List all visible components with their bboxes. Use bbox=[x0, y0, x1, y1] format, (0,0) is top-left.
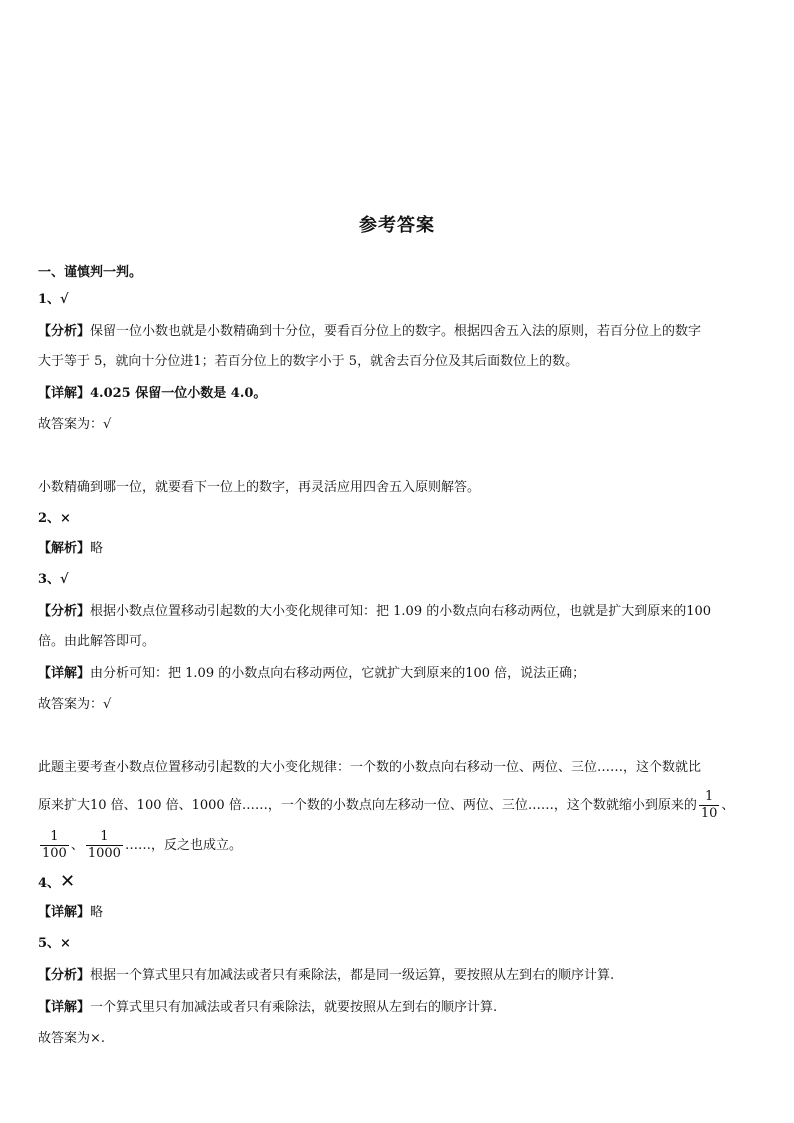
q5-analysis bbox=[38, 966, 614, 986]
q1-detail bbox=[38, 384, 266, 404]
section-heading: 一、谨慎判一判。 bbox=[38, 265, 143, 280]
q3-analysis-line1 bbox=[38, 602, 711, 622]
q3-analysis-line2: 倍。由此解答即可。 bbox=[38, 634, 156, 649]
note-text: ……，反之也成立。 bbox=[124, 838, 242, 853]
q3-detail bbox=[38, 664, 585, 684]
analysis-tag: 【分析】 bbox=[38, 324, 91, 339]
q4-heading: 4、✕ bbox=[38, 871, 76, 892]
q3-note-line1: 此题主要考查小数点位置移动引起数的大小变化规律：一个数的小数点向右移动一位、两位、三位……，这个数就比 bbox=[38, 760, 702, 775]
q1-analysis-line1 bbox=[38, 322, 701, 342]
q1-answer: 故答案为：√ bbox=[38, 417, 112, 432]
q1-heading: 1、√ bbox=[38, 292, 69, 307]
q3-heading: 3、√ bbox=[38, 572, 69, 587]
detail-tag: 【详解】 bbox=[38, 905, 91, 920]
q1-analysis-line2: 大于等于 5，就向十分位进1；若百分位上的数字小于 5，就舍去百分位及其后面数位上的数。 bbox=[38, 354, 579, 369]
q3-answer: 故答案为：√ bbox=[38, 697, 112, 712]
detail-text: 一个算式里只有加减法或者只有乘除法，就要按照从左到右的顺序计算. bbox=[90, 1000, 498, 1015]
cross-mark: ✕ bbox=[60, 871, 76, 892]
detail-text: 4.025 保留一位小数是 4.0。 bbox=[90, 386, 267, 401]
q1-note: 小数精确到哪一位，就要看下一位上的数字，再灵活应用四舍五入原则解答。 bbox=[38, 480, 481, 495]
solution-tag: 【解析】 bbox=[38, 541, 91, 556]
q2-heading: 2、× bbox=[38, 511, 71, 526]
detail-text: 略 bbox=[90, 905, 104, 920]
fraction-one-tenth: $\frac{1}{10}$ bbox=[700, 789, 718, 821]
q5-answer: 故答案为×. bbox=[38, 1031, 106, 1046]
q3-note-line2: 原来扩大10 倍、100 倍、1000 倍……，一个数的小数点向左移动一位、两位、三位……，这个数就缩小到原来的 $\frac{1}{10}$ 、 bbox=[38, 789, 735, 821]
q5-heading: 5、× bbox=[38, 936, 71, 951]
analysis-text: 根据一个算式里只有加减法或者只有乘除法，都是同一级运算，要按照从左到右的顺序计算. bbox=[90, 968, 615, 983]
q3-note-line3: $\frac{1}{100}$ 、 $\frac{1}{1000}$ ……，反之也成立。 bbox=[42, 829, 242, 861]
analysis-text: 保留一位小数也就是小数精确到十分位，要看百分位上的数字。根据四舍五入法的原则，若百分位上的数字 bbox=[90, 324, 702, 339]
analysis-tag: 【分析】 bbox=[38, 968, 91, 983]
fraction-one-hundredth: $\frac{1}{100}$ bbox=[42, 829, 67, 861]
solution-text: 略 bbox=[90, 541, 104, 556]
analysis-text: 根据小数点位置移动引起数的大小变化规律可知：把 1.09 的小数点向右移动两位，也就是扩大到原来的100 bbox=[90, 604, 712, 619]
detail-text: 由分析可知：把 1.09 的小数点向右移动两位，它就扩大到原来的100 倍，说法正确； bbox=[90, 666, 586, 681]
detail-tag: 【详解】 bbox=[38, 1000, 91, 1015]
detail-tag: 【详解】 bbox=[38, 666, 91, 681]
page-title: 参考答案 bbox=[359, 215, 435, 236]
detail-tag: 【详解】 bbox=[38, 386, 91, 401]
analysis-tag: 【分析】 bbox=[38, 604, 91, 619]
note-text: 原来扩大10 倍、100 倍、1000 倍……，一个数的小数点向左移动一位、两位、三位……，这个数就缩小到原来的 bbox=[38, 798, 697, 813]
q5-detail bbox=[38, 998, 497, 1018]
q4-detail bbox=[38, 903, 103, 923]
fraction-one-thousandth: $\frac{1}{1000}$ bbox=[87, 829, 121, 861]
q2-solution bbox=[38, 539, 103, 559]
